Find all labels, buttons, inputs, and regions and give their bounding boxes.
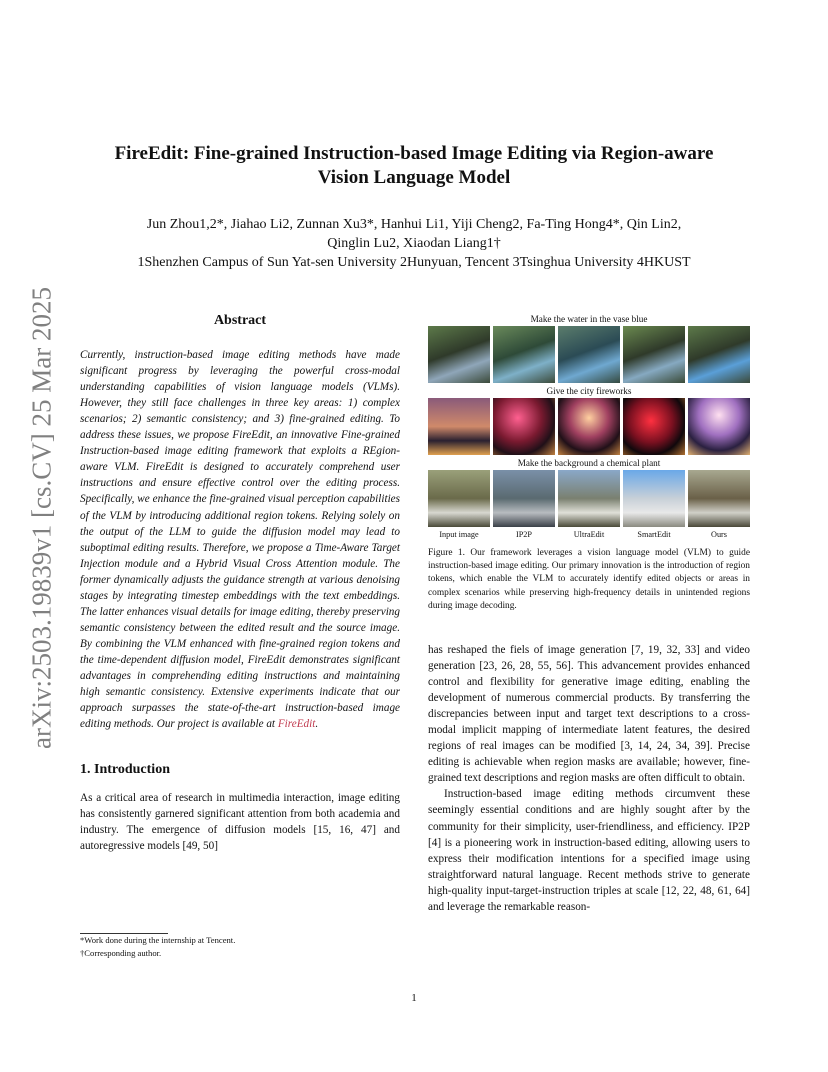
col-label-input: Input image	[439, 530, 479, 539]
col-label-ours: Ours	[711, 530, 727, 539]
project-link[interactable]: FireEdit	[277, 718, 316, 731]
footnotes: *Work done during the internship at Tencent. †Corresponding author.	[80, 935, 236, 958]
authors-line1: Jun Zhou1,2*, Jiahao Li2, Zunnan Xu3*, Hanhui Li1, Yiji Cheng2, Fa-Ting Hong4*, Qin Lin2,	[146, 217, 682, 232]
left-column	[80, 313, 400, 854]
thumb-sheep-ultraedit	[558, 470, 620, 527]
row3-instruction: Make the background a chemical plant	[517, 458, 661, 468]
arxiv-stamp: arXiv:2503.19839v1 [cs.CV] 25 Mar 2025	[26, 287, 57, 749]
abstract-text: Currently, instruction-based image editing methods have made significant progress by leveraging the powerful cross-modal understanding capabilities of vision language models (VLMs). However, they still face challenges in three key areas: 1) complex scenarios; 2) semantic consistency; and 3) fine-grained editing. To address these issues, we propose FireEdit, an innovative Fine-grained Instruction-based image editing framework that exploits a REgion-aware VLM. FireEdit is designed to accurately comprehend user instructions and ensure effective control over the editing process. Specifically, we enhance the fine-grained visual perception capabilities of the VLM by introducing additional region tokens. Relying solely on the output of the LLM to guide the diffusion model may lead to suboptimal editing results. Therefore, we propose a Time-Aware Target Injection module and a Hybrid Visual Cross Attention module. The former dynamically adjusts the guidance strength at various denoising stages by integrating timestep embeddings with the text embeddings. The latter enhances visual details for image editing, thereby preserving semantic consistency between the edited result and the source image. By combining the VLM enhanced with fine-grained region tokens and the time-dependent diffusion model, FireEdit demonstrates significant advantages in comprehending editing instructions and maintaining high semantic consistency. Extensive experiments indicate that our approach surpasses the state-of-the-art instruction-based image editing methods. Our project is available at FireEdit.	[80, 349, 400, 731]
thumb-vase-ours	[688, 326, 750, 383]
thumb-vase-ultraedit	[558, 326, 620, 383]
thumb-vase-ip2p	[493, 326, 555, 383]
author-block	[80, 215, 748, 272]
thumb-sheep-smartedit	[623, 470, 685, 527]
col-label-smartedit: SmartEdit	[637, 530, 671, 539]
row1-instruction: Make the water in the vase blue	[530, 314, 648, 324]
thumb-sheep-ip2p	[493, 470, 555, 527]
thumb-city-ip2p	[493, 398, 555, 455]
thumb-sheep-input	[428, 470, 490, 527]
affiliations: 1Shenzhen Campus of Sun Yat-sen University 2Hunyuan, Tencent 3Tsinghua University 4HKUST	[137, 255, 691, 270]
right-paragraph-2: Instruction-based image editing methods circumvent these seemingly essential conditions and are highly sought after by the community for their simplicity, user-friendliness, and efficiency. IP2P [4] is a pioneering work in instruction-based editing, allowing users to express their modification intentions for a specified image using straightforward natural language. Recent methods strive to generate high-quality input-target-instruction triples at scale [12, 22, 48, 61, 64] and leverage the remarkable reason-	[428, 788, 750, 913]
thumb-sheep-ours	[688, 470, 750, 527]
figure-caption: Figure 1. Our framework leverages a vision language model (VLM) to guide instruction-based image editing. Our primary innovation is the introduction of region tokens, which enable the VLM to accurately identify edited objects or areas in complex scenarios while preserving high-frequency details in unintended regions during image decoding.	[428, 548, 750, 611]
authors-line2: Qinglin Lu2, Xiaodan Liang1†	[327, 236, 501, 251]
abstract-heading: Abstract	[213, 313, 267, 328]
col-label-ip2p: IP2P	[516, 530, 532, 539]
row2-instruction: Give the city fireworks	[546, 386, 632, 396]
thumb-vase-input	[428, 326, 490, 383]
right-column	[428, 642, 750, 915]
col-label-ultraedit: UltraEdit	[573, 530, 605, 539]
thumb-city-ultraedit	[558, 398, 620, 455]
thumb-city-input	[428, 398, 490, 455]
paper-title: FireEdit: Fine-grained Instruction-based Image Editing via Region-aware Vision Language Model	[114, 143, 714, 188]
intro-text: As a critical area of research in multimedia interaction, image editing has consistently garnered significant attention from both academia and industry. The emergence of diffusion models [15, 16, 47] and autoregressive models [49, 50]	[80, 792, 400, 853]
intro-heading: 1. Introduction	[80, 762, 170, 778]
thumb-city-ours	[688, 398, 750, 455]
thumb-vase-smartedit	[623, 326, 685, 383]
thumb-city-smartedit	[623, 398, 685, 455]
page-number: 1	[411, 992, 417, 1004]
right-paragraph-1: has reshaped the fiels of image generation [7, 19, 32, 33] and video generation [23, 26, 28, 55, 56]. This advancement provides enhanced control and flexibility for generative image editing, enabling the development of numerous commercial products. By transferring the discrepancies between input and target text descriptions to a cross-modal implicit mapping of intermediate latent features, the desired regions of real images can be modified [3, 14, 24, 34, 39]. Precise editing is achievable when region masks are available; however, fine-grained text descriptions and region masks are often difficult to obtain.	[428, 644, 750, 785]
figure-1	[428, 313, 750, 543]
